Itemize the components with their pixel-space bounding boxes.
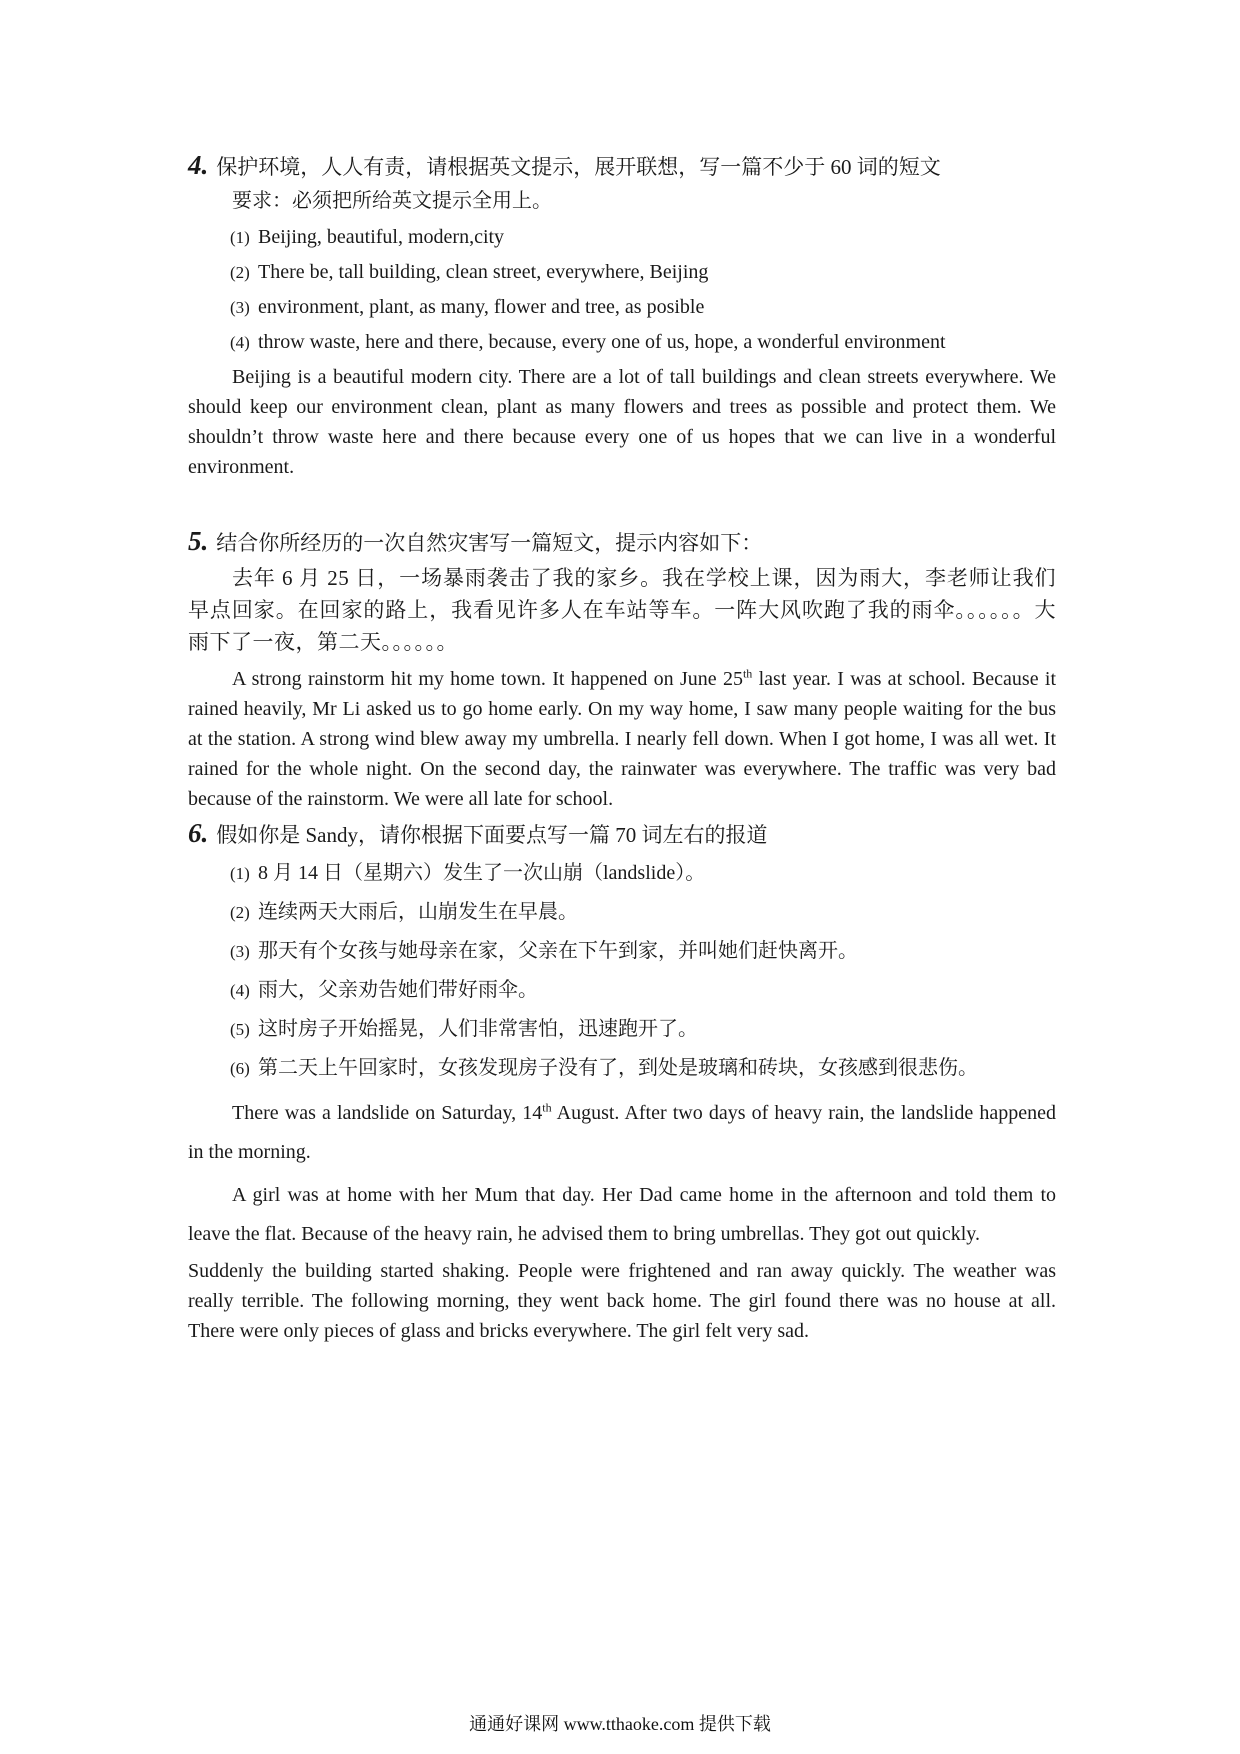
question-6-hint: (3) 那天有个女孩与她母亲在家，父亲在下午到家，并叫她们赶快离开。	[230, 940, 858, 962]
question-6-hint: (6) 第二天上午回家时，女孩发现房子没有了，到处是玻璃和砖块，女孩感到很悲伤。	[230, 1057, 978, 1079]
question-4-hint: (1) Beijing, beautiful, modern,city	[230, 226, 505, 248]
question-6-title: 假如你是 Sandy，请你根据下面要点写一篇 70 词左右的报道	[216, 823, 768, 847]
question-4-requirement: 要求：必须把所给英文提示全用上。	[232, 190, 552, 212]
question-6-hint: (5) 这时房子开始摇晃，人们非常害怕，迅速跑开了。	[230, 1018, 698, 1040]
question-6-answer-paragraph-1: There was a landslide on Saturday, 14th August. After two days of heavy rain, the landslide happened in the morning.	[188, 1100, 1056, 1163]
page-footer: 通通好课网 www.tthaoke.com 提供下载	[469, 1714, 771, 1734]
question-5-number: 5.	[188, 526, 209, 556]
question-6-answer-paragraph-2: A girl was at home with her Mum that day. Her Dad came home in the afternoon and told them to leave the flat. Because of the heavy rain, he advised them to bring umbrellas. They got out quickly.	[188, 1184, 1056, 1245]
question-6-heading	[188, 818, 1056, 850]
question-4-hint: (4) throw waste, here and there, because, every one of us, hope, a wonderful environment	[230, 331, 946, 353]
question-4-number: 4.	[188, 150, 209, 180]
question-4-heading	[188, 150, 1056, 182]
question-4-hint: (2) There be, tall building, clean street, everywhere, Beijing	[230, 261, 709, 283]
question-5	[188, 526, 1056, 814]
question-4	[188, 150, 1056, 482]
question-5-prompt: 去年 6 月 25 日，一场暴雨袭击了我的家乡。我在学校上课，因为雨大，李老师让我们早点回家。在回家的路上，我看见许多人在车站等车。一阵大风吹跑了我的雨伞。。。。。。大雨下了一夜，第二天。。。。。。	[188, 566, 1056, 654]
question-5-heading	[188, 526, 1056, 558]
question-6-hint: (4) 雨大，父亲劝告她们带好雨伞。	[230, 979, 538, 1001]
question-6-hint: (1) 8 月 14 日（星期六）发生了一次山崩（landslide）。	[230, 862, 706, 884]
question-6-number: 6.	[188, 818, 209, 848]
question-5-title: 结合你所经历的一次自然灾害写一篇短文，提示内容如下：	[216, 531, 763, 555]
question-6	[188, 818, 1056, 1346]
question-5-answer: A strong rainstorm hit my home town. It happened on June 25th last year. I was at school. Because it rained heavily, Mr Li asked us to go home early. On my way home, I saw many people waiting for the bus at the station. A strong wind blew away my umbrella. I nearly fell down. When I got home, I was all wet. It rained for the whole night. On the second day, the rainwater was everywhere. The traffic was very bad because of the rainstorm. We were all late for school.	[188, 666, 1056, 810]
question-6-answer-paragraph-3: Suddenly the building started shaking. People were frightened and ran away quickly. The weather was really terrible. The following morning, they went back home. The girl found there was no house at all. There were only pieces of glass and bricks everywhere. The girl felt very sad.	[188, 1260, 1056, 1342]
question-4-title: 保护环境，人人有责，请根据英文提示，展开联想，写一篇不少于 60 词的短文	[216, 155, 941, 179]
question-6-hint: (2) 连续两天大雨后，山崩发生在早晨。	[230, 901, 578, 923]
question-4-hint: (3) environment, plant, as many, flower and tree, as posible	[230, 296, 705, 318]
question-4-answer: Beijing is a beautiful modern city. There are a lot of tall buildings and clean streets everywhere. We should keep our environment clean, plant as many flowers and trees as possible and protect them. We shouldn’t throw waste here and there because every one of us hopes that we can live in a wonderful environment.	[188, 366, 1056, 478]
